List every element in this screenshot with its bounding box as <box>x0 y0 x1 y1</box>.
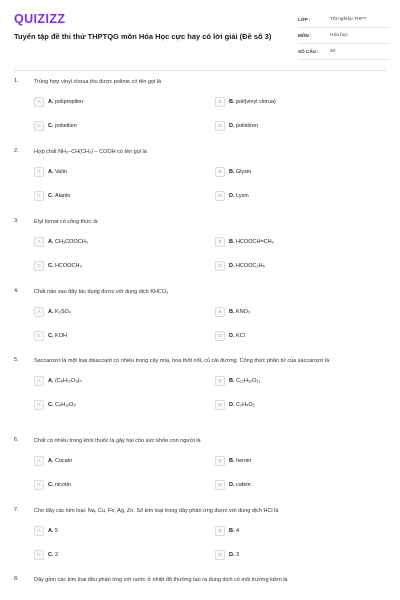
option-text: D. C₂H₄O₂ <box>229 401 255 408</box>
option-letter-box: A <box>34 376 44 386</box>
option-text: D. polistiren <box>229 122 259 129</box>
option-letter-box: C <box>34 480 44 490</box>
option-letter-box: D <box>215 121 225 131</box>
answer-option-c[interactable] <box>34 330 67 341</box>
question-text: Chất nào sau đây tác dụng được với dung dịch KHCO₃ <box>34 289 169 295</box>
document-header <box>0 0 400 70</box>
answer-option-c[interactable] <box>34 120 77 131</box>
answer-option-d[interactable] <box>215 190 249 201</box>
option-text: B. KNO₃ <box>229 308 251 315</box>
answer-option-a[interactable] <box>34 236 88 247</box>
answer-option-d[interactable] <box>215 479 251 490</box>
option-letter-box: A <box>34 456 44 466</box>
option-text: B. C₁₂H₂₂O₁₁ <box>229 377 261 384</box>
question-text: Chất có nhiều trong khói thuốc lá gây hại cho sức khỏe con người là <box>34 438 201 444</box>
option-text: A. (C₆H₁₀O₅)ₙ <box>48 377 82 384</box>
question-text: Trùng hợp vinyl clorua thu được polime có tên gọi là <box>34 79 162 85</box>
option-text: A. 5 <box>48 527 59 534</box>
option-text: D. 3 <box>229 551 240 558</box>
option-text: B. Glysin <box>229 168 252 175</box>
question-number: 5. <box>14 357 19 363</box>
option-letter-box: D <box>215 331 225 341</box>
option-text: B. heroin <box>229 457 252 464</box>
question-number: 1. <box>14 78 19 84</box>
meta-key: MÔN : <box>298 33 312 38</box>
answer-option-a[interactable] <box>34 455 72 466</box>
answer-option-b[interactable] <box>215 96 276 107</box>
option-letter-box: C <box>34 191 44 201</box>
option-letter-box: A <box>34 526 44 536</box>
answer-option-b[interactable] <box>215 236 274 247</box>
question-text: Etyl fomat có công thức là <box>34 219 98 225</box>
option-letter-box: D <box>215 480 225 490</box>
option-text: C. polietilen <box>48 122 77 129</box>
option-letter-box: B <box>215 526 225 536</box>
question-number: 4. <box>14 288 19 294</box>
answer-option-c[interactable] <box>34 399 76 410</box>
question-text: Cho dãy các kim loại: Na, Cu, Fe, Ag, Zn. Số kim loại trong dãy phản ứng được với dung dịch HCl là <box>34 508 279 514</box>
option-letter-box: C <box>34 121 44 131</box>
option-text: D. HCOOC₂H₅ <box>229 262 265 269</box>
option-text: A. Valin <box>48 168 67 175</box>
option-text: D. Lysin <box>229 192 249 199</box>
question-number: 6. <box>14 437 19 443</box>
option-letter-box: C <box>34 550 44 560</box>
answer-option-d[interactable] <box>215 120 258 131</box>
option-letter-box: D <box>215 191 225 201</box>
question-number: 8. <box>14 576 19 582</box>
meta-key: SỐ CÂU : <box>298 49 319 54</box>
answer-option-c[interactable] <box>34 479 71 490</box>
header-divider <box>14 70 386 71</box>
meta-key: LỚP : <box>298 17 311 22</box>
quizizz-logo: QUIZIZZ <box>14 12 66 26</box>
question-number: 3. <box>14 218 19 224</box>
option-text: C. 2 <box>48 551 59 558</box>
question-number: 2. <box>14 148 19 154</box>
question-number: 7. <box>14 507 19 513</box>
option-text: A. K₂SO₄ <box>48 308 72 315</box>
answer-option-a[interactable] <box>34 166 67 177</box>
option-text: C. Alanin <box>48 192 71 199</box>
option-text: C. HCOOCH₃ <box>48 262 82 269</box>
option-letter-box: A <box>34 307 44 317</box>
question-text: Dãy gồm các kim loại đều phản ứng với nước ở nhiệt độ thường tạo ra dung dịch có môi trường kiềm là <box>34 577 288 583</box>
answer-option-c[interactable] <box>34 260 82 271</box>
answer-option-d[interactable] <box>215 549 239 560</box>
option-text: A. Cocain <box>48 457 73 464</box>
option-letter-box: B <box>215 97 225 107</box>
option-text: B. HCOOCH=CH₂ <box>229 238 274 245</box>
document-title: Tuyển tập đề thi thử THPTQG môn Hóa Học cực hay có lời giải (Đề số 3) <box>14 32 272 41</box>
meta-value: 40 <box>330 49 336 54</box>
answer-option-d[interactable] <box>215 399 255 410</box>
option-text: D. cafein <box>229 481 251 488</box>
option-letter-box: B <box>215 167 225 177</box>
answer-option-c[interactable] <box>34 549 58 560</box>
option-text: C. KOH <box>48 332 67 339</box>
meta-row-subject <box>298 28 390 44</box>
option-letter-box: B <box>215 456 225 466</box>
meta-row-class <box>298 12 390 28</box>
answer-option-b[interactable] <box>215 455 251 466</box>
document-meta <box>298 12 390 60</box>
meta-value: Tốt nghiệp THPT <box>330 17 367 22</box>
answer-option-d[interactable] <box>215 330 245 341</box>
option-text: C. C₆H₁₂O₆ <box>48 401 76 408</box>
answer-option-c[interactable] <box>34 190 70 201</box>
option-letter-box: A <box>34 167 44 177</box>
option-text: A. polipropilen <box>48 98 84 105</box>
answer-option-a[interactable] <box>34 375 82 386</box>
question-text: Saccarozơ là một loại disaccarit có nhiều trong cây mía, hoa thốt nốt, củ cải đường. Công thức phân tử của saccarozơ là <box>34 358 330 364</box>
option-letter-box: D <box>215 550 225 560</box>
option-letter-box: B <box>215 376 225 386</box>
option-text: A. CH₃COOCH₃ <box>48 238 88 245</box>
answer-option-a[interactable] <box>34 306 71 317</box>
option-letter-box: D <box>215 261 225 271</box>
answer-option-a[interactable] <box>34 96 83 107</box>
option-text: B. 4 <box>229 527 240 534</box>
answer-option-b[interactable] <box>215 525 239 536</box>
option-letter-box: C <box>34 261 44 271</box>
option-letter-box: B <box>215 237 225 247</box>
option-text: D. KCl <box>229 332 245 339</box>
option-letter-box: C <box>34 400 44 410</box>
answer-option-d[interactable] <box>215 260 265 271</box>
question-text: Hợp chất NH₂–CH(CH₃) – COOH có tên gọi là <box>34 149 147 155</box>
option-letter-box: B <box>215 307 225 317</box>
option-letter-box: D <box>215 400 225 410</box>
answer-option-a[interactable] <box>34 525 58 536</box>
answer-option-b[interactable] <box>215 306 250 317</box>
meta-row-question-count <box>298 44 390 60</box>
option-text: C. nicotin <box>48 481 71 488</box>
option-letter-box: A <box>34 237 44 247</box>
option-letter-box: C <box>34 331 44 341</box>
answer-option-b[interactable] <box>215 375 260 386</box>
meta-value: Hóa học <box>330 33 348 38</box>
option-letter-box: A <box>34 97 44 107</box>
option-text: B. poli(vinyl clorua) <box>229 98 276 105</box>
answer-option-b[interactable] <box>215 166 251 177</box>
